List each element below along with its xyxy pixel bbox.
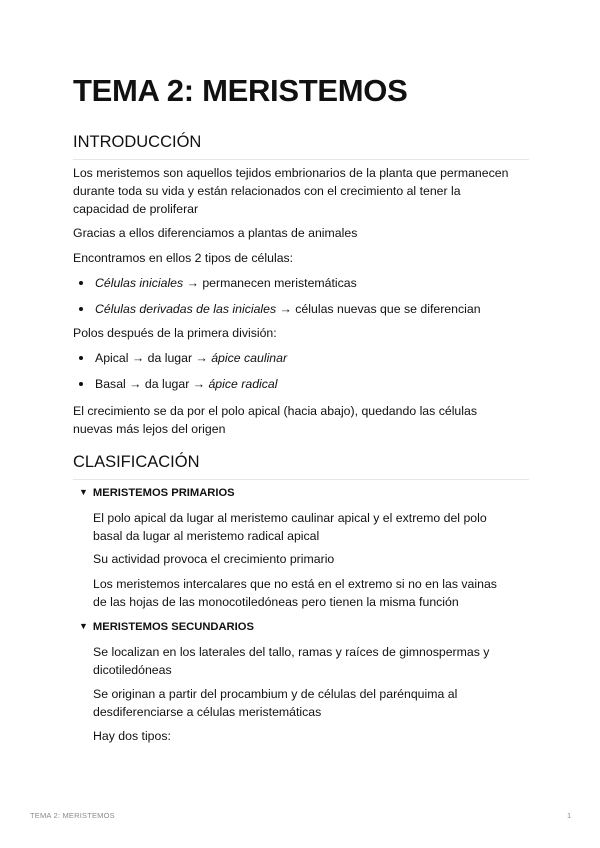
caret-down-icon: ▼ <box>79 621 88 631</box>
bullet-icon <box>79 307 83 311</box>
paragraph: El crecimiento se da por el polo apical (hacia abajo), quedando las células nuevas más lejos del origen <box>73 404 477 436</box>
paragraph: Polos después de la primera división: <box>73 326 277 340</box>
paragraph: Los meristemos son aquellos tejidos embrionarios de la planta que permanecen durante toda su vida y están relacionados con el crecimiento al tener la capacidad de proliferar <box>73 166 509 216</box>
bullet-icon <box>79 356 83 360</box>
paragraph: Se originan a partir del procambium y de células del parénquima al desdiferenciarse a células meristemáticas <box>93 687 458 719</box>
paragraph: Encontramos en ellos 2 tipos de células: <box>73 251 294 265</box>
toggle-meristemos-secundarios[interactable]: ▼ MERISTEMOS SECUNDARIOS <box>79 621 254 633</box>
paragraph: El polo apical da lugar al meristemo caulinar apical y el extremo del polo basal da lugar al meristemo radical apical <box>93 511 487 543</box>
bullet-icon <box>79 281 83 285</box>
page-title: TEMA 2: MERISTEMOS <box>73 73 408 108</box>
paragraph: Hay dos tipos: <box>93 729 171 743</box>
paragraph: Se localizan en los laterales del tallo, ramas y raíces de gimnospermas y dicotiledóneas <box>93 645 490 677</box>
footer-title: TEMA 2: MERISTEMOS <box>30 811 115 820</box>
paragraph: Gracias a ellos diferenciamos a plantas de animales <box>73 226 358 240</box>
section-heading-clasificacion: CLASIFICACIÓN <box>73 451 529 480</box>
bullet-icon <box>79 382 83 386</box>
page-number: 1 <box>567 811 572 820</box>
paragraph: Su actividad provoca el crecimiento primario <box>93 552 335 566</box>
caret-down-icon: ▼ <box>79 487 88 497</box>
toggle-meristemos-primarios[interactable]: ▼ MERISTEMOS PRIMARIOS <box>79 487 235 499</box>
section-heading-introduccion: INTRODUCCIÓN <box>73 131 529 160</box>
paragraph: Los meristemos intercalares que no está en el extremo si no en las vainas de las hojas de las monocotiledóneas pero tienen la misma función <box>93 577 497 609</box>
